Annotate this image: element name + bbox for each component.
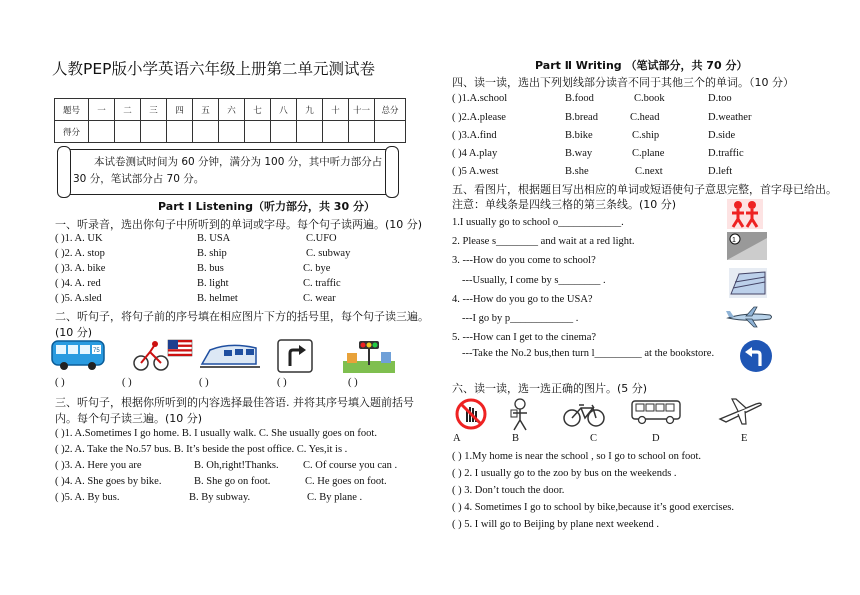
notice-scroll	[62, 149, 394, 195]
s2-bracket-2[interactable]: ( )	[122, 377, 132, 388]
cyclist-flag-icon	[132, 338, 194, 372]
airplane-sketch-icon	[718, 396, 764, 426]
s1-item2-b: B. ship	[197, 248, 227, 259]
notice-text: 本试卷测试时间为 60 分钟，满分为 100 分，其中听力部分占 30 分，笔试部分占 70 分。	[73, 156, 383, 185]
s5-line2: 2. Please s________ and wait at a red light.	[452, 236, 635, 247]
s4-item4-d: D.traffic	[708, 148, 744, 159]
s4-item4-c: C.plane	[632, 148, 665, 159]
score-table-header-cell: 三	[141, 99, 167, 121]
s4-item2-d: D.weather	[708, 112, 752, 123]
score-table-header-cell: 十一	[349, 99, 375, 121]
s4-item3-b: B.bike	[565, 130, 593, 141]
s5-line4: ---Usually, I come by s________ .	[462, 275, 606, 286]
section2-heading: 二、听句子，将句子前的序号填在相应图片下方的括号里，每个句子读三遍。	[55, 310, 429, 323]
s1-item1-c: C.UFO	[306, 233, 337, 244]
score-table-header-cell: 七	[245, 99, 271, 121]
s1-item2-stem: ( )2. A. stop	[55, 248, 105, 259]
s6-item4: ( ) 4. Sometimes I go to school by bike,because it’s good exercises.	[452, 502, 734, 513]
subway-icon	[729, 268, 767, 298]
page-title: 人教PEP版小学英语六年级上册第二单元测试卷	[52, 60, 375, 78]
score-table-header-cell: 八	[271, 99, 297, 121]
s4-item5-stem: ( )5 A.west	[452, 166, 499, 177]
turn-left-sign-icon	[739, 339, 773, 373]
score-table-header-cell: 一	[89, 99, 115, 121]
section2-heading-points: (10 分)	[55, 326, 93, 339]
score-table-header-cell: 六	[219, 99, 245, 121]
s4-item5-d: D.left	[708, 166, 733, 177]
s6-item1: ( ) 1.My home is near the school , so I go to school on foot.	[452, 451, 702, 462]
s1-item1-b: B. USA	[197, 233, 231, 244]
s4-item4-stem: ( )4 A.play	[452, 148, 498, 159]
bus-number-label: 75	[93, 348, 100, 354]
s4-item1-d: D.too	[708, 93, 732, 104]
score-input-cell[interactable]	[219, 121, 245, 143]
score-input-cell[interactable]	[375, 121, 406, 143]
s1-item5-c: C. wear	[303, 293, 336, 304]
s1-item3-stem: ( )3. A. bike	[55, 263, 106, 274]
s3-item5-b: B. By subway.	[189, 492, 251, 503]
s5-line7: 5. ---How can I get to the cinema?	[452, 332, 597, 343]
s6-label-b: B	[512, 433, 520, 444]
s3-item4-c: C. He goes on foot.	[305, 476, 387, 487]
s4-item2-b: B.bread	[565, 112, 598, 123]
score-table-header-cell: 四	[167, 99, 193, 121]
score-input-cell[interactable]	[193, 121, 219, 143]
section3-heading: 三、听句子，根据你所听到的内容选择最佳答语. 并将其序号填入题前括号	[55, 396, 414, 409]
s4-item1-b: B.food	[565, 93, 594, 104]
no-touch-sign-icon	[455, 398, 487, 430]
score-table	[54, 98, 406, 143]
s3-item3-b: B. Oh,right!Thanks.	[194, 460, 279, 471]
s5-line5: 4. ---How do you go to the USA?	[452, 294, 593, 305]
s5-line6: ---I go by p____________ .	[462, 313, 579, 324]
s4-item1-stem: ( )1.A.school	[452, 93, 508, 104]
s4-item3-stem: ( )3.A.find	[452, 130, 497, 141]
s6-label-a: A	[453, 433, 461, 444]
score-input-cell[interactable]	[141, 121, 167, 143]
s4-item5-c: C.next	[635, 166, 663, 177]
svg-text:1: 1	[732, 237, 736, 244]
bicycle-icon	[563, 402, 605, 428]
s5-line8: ---Take the No.2 bus,then turn l_________ at the bookstore.	[462, 348, 715, 359]
s1-item5-stem: ( )5. A.sled	[55, 293, 102, 304]
s1-item1-stem: ( )1. A. UK	[55, 233, 103, 244]
s1-item3-c: C. bye	[303, 263, 331, 274]
s4-item3-d: D.side	[708, 130, 736, 141]
bus-sketch-icon	[630, 398, 682, 426]
score-input-cell[interactable]	[115, 121, 141, 143]
s6-item2: ( ) 2. I usually go to the zoo by bus on the weekends .	[452, 468, 677, 479]
s6-item3: ( ) 3. Don’t touch the door.	[452, 485, 565, 496]
score-input-cell[interactable]	[323, 121, 349, 143]
train-icon	[200, 340, 260, 372]
score-table-header-row	[55, 99, 406, 121]
s1-item4-c: C. traffic	[303, 278, 341, 289]
s5-line3: 3. ---How do you come to school?	[452, 255, 596, 266]
s1-item4-b: B. light	[197, 278, 229, 289]
score-table-header-cell: 九	[297, 99, 323, 121]
score-table-header-cell: 五	[193, 99, 219, 121]
section4-heading: 四、读一读，选出下列划线部分读音不同于其他三个的单词。（10 分）	[452, 76, 794, 89]
s3-item2: ( )2. A. Take the No.57 bus. B. It’s beside the post office. C. Yes,it is .	[55, 444, 348, 455]
s1-item4-stem: ( )4. A. red	[55, 278, 101, 289]
section1-heading: 一、听录音，选出你句子中所听到的单词或字母。每个句子读两遍。(10 分)	[55, 218, 423, 231]
score-table-header-cell: 十	[323, 99, 349, 121]
traffic-light-scene-icon	[343, 337, 395, 373]
stop-at-red-light-icon	[727, 232, 767, 260]
score-input-cell[interactable]	[297, 121, 323, 143]
s4-item1-c: C.book	[634, 93, 665, 104]
s2-bracket-1[interactable]: ( )	[55, 377, 65, 388]
section5-heading: 五、看图片，根据题目写出相应的单词或短语使句子意思完整，首字母已给出。	[452, 183, 837, 196]
s3-item3-c: C. Of course you can .	[303, 460, 398, 471]
score-input-cell[interactable]	[167, 121, 193, 143]
s3-item5-c: C. By plane .	[307, 492, 363, 503]
part1-heading: Part Ⅰ Listening（听力部分，共 30 分）	[158, 200, 375, 213]
walking-child-icon	[505, 397, 535, 433]
score-table-score-row	[55, 121, 406, 143]
s6-label-d: D	[652, 433, 660, 444]
s4-item4-b: B.way	[565, 148, 593, 159]
score-input-cell[interactable]	[271, 121, 297, 143]
score-table-header-cell: 总分	[375, 99, 406, 121]
score-table-label-cell: 题号	[55, 99, 89, 121]
section3-heading-2: 内。每个句子读三遍。(10 分)	[55, 412, 203, 425]
s5-line1: 1.I usually go to school o____________.	[452, 217, 624, 228]
s3-item1: ( )1. A.Sometimes I go home. B. I usually walk. C. She usually goes on foot.	[55, 428, 377, 439]
s2-bracket-5[interactable]: ( )	[348, 377, 358, 388]
s6-label-e: E	[741, 433, 748, 444]
s3-item4-b: B. She go on foot.	[194, 476, 271, 487]
score-input-cell[interactable]	[89, 121, 115, 143]
s2-bracket-3[interactable]: ( )	[199, 377, 209, 388]
s1-item2-c: C. subway	[306, 248, 351, 259]
s4-item5-b: B.she	[565, 166, 589, 177]
s1-item5-b: B. helmet	[197, 293, 238, 304]
s2-bracket-4[interactable]: ( )	[277, 377, 287, 388]
score-input-cell[interactable]	[245, 121, 271, 143]
score-table-header-cell: 二	[115, 99, 141, 121]
s1-item3-b: B. bus	[197, 263, 224, 274]
section6-heading: 六、读一读，选一选正确的图片。(5 分)	[452, 382, 648, 395]
children-walking-icon	[727, 199, 763, 229]
s4-item2-stem: ( )2.A.please	[452, 112, 506, 123]
s3-item3-stem: ( )3. A. Here you are	[55, 460, 142, 471]
score-input-cell[interactable]	[349, 121, 375, 143]
s4-item2-c: C.head	[630, 112, 660, 123]
s6-label-c: C	[590, 433, 598, 444]
bus-icon	[50, 338, 108, 372]
score-table-label-cell: 得分	[55, 121, 89, 143]
section5-note: 注意：单线条是四线三格的第三条线。(10 分)	[452, 198, 677, 211]
s4-item3-c: C.ship	[632, 130, 660, 141]
turn-right-sign-icon	[276, 338, 314, 374]
part2-heading: Part Ⅱ Writing （笔试部分，共 70 分）	[535, 59, 748, 72]
s6-item5: ( ) 5. I will go to Beijing by plane next weekend .	[452, 519, 660, 530]
plane-icon	[726, 306, 774, 328]
s3-item5-stem: ( )5. A. By bus.	[55, 492, 120, 503]
s3-item4-stem: ( )4. A. She goes by bike.	[55, 476, 162, 487]
